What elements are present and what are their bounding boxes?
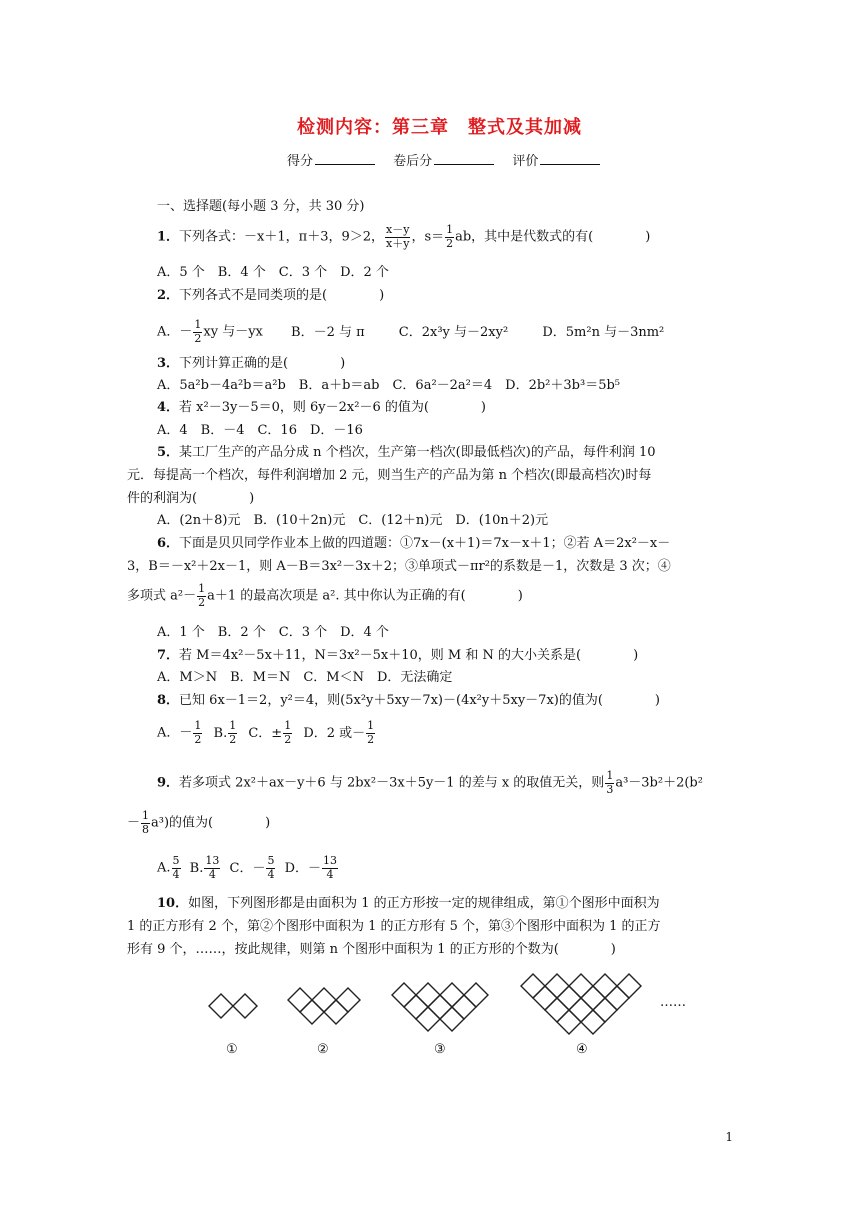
fraction: $\frac{1}{2}$ xyxy=(446,223,454,250)
question-6-options: A．1 个 B．2 个 C．3 个 D．4 个 xyxy=(157,625,389,640)
question-9-line-1: 9．若多项式 2x²＋ax－y＋6 与 2bx²－3x＋5y－1 的差与 x 的取值无关，则 $\frac{1}{3}$ a³－3b²＋2(b² xyxy=(157,769,703,796)
fraction: $\frac{1}{3}$ xyxy=(606,769,614,796)
fraction: $\frac{5}{4}$ xyxy=(267,854,275,881)
question-9-line-2: － $\frac{1}{8}$ a³)的值为( ) xyxy=(127,809,271,836)
question-5-line-2: 元．每提高一个档次，每件利润增加 2 元，则当生产的产品为第 n 个档次(即最高档次)时每 xyxy=(127,468,652,483)
question-number: 1． xyxy=(157,229,180,245)
fraction: $\frac{1}{2}$ xyxy=(194,318,202,345)
question-2-options: A．－ $\frac{1}{2}$ xy 与－yx B．－2 与 π C．2x³y 与－2xy² D．5m²n 与－3nm² xyxy=(157,318,665,345)
score-label: 得分 xyxy=(287,154,314,169)
figure-2 xyxy=(288,988,360,1024)
question-6-line-2: 3，B＝－x²＋2x－1，则 A－B＝3x²－3x＋2；③单项式－πr²的系数是－1，次数是 3 次；④ xyxy=(127,559,671,574)
fraction: $\frac{x-y}{x+y}$ xyxy=(386,223,410,250)
section-heading: 一、选择题(每小题 3 分，共 30 分) xyxy=(157,199,365,214)
question-8-options: A．－ $\frac{1}{2}$ B. $\frac{1}{2}$ C．± $\frac{1}{2}$ D．2 或－ $\frac{1}{2}$ xyxy=(157,719,375,746)
figure-4 xyxy=(521,974,641,1034)
question-2: 2．下列各式不是同类项的是( ) xyxy=(157,288,385,303)
question-5-options: A．(2n＋8)元 B．(10＋2n)元 C．(12＋n)元 D．(10n＋2)元 xyxy=(157,513,549,528)
fraction: $\frac{1}{2}$ xyxy=(284,719,292,746)
figure-ellipsis: …… xyxy=(660,995,686,1010)
question-10-line-1: 10．如图，下列图形都是由面积为 1 的正方形按一定的规律组成，第①个图形中面积为 xyxy=(157,896,660,911)
evaluation-label: 评价 xyxy=(512,154,539,169)
page-number: 1 xyxy=(725,1130,733,1144)
question-9-options: A. $\frac{5}{4}$ B. $\frac{13}{4}$ C．－ $\frac{5}{4}$ D．－ $\frac{13}{4}$ xyxy=(157,854,338,881)
page-title: 检测内容：第三章 整式及其加减 xyxy=(297,117,582,138)
figure-label-1: ① xyxy=(226,1042,238,1057)
fraction: $\frac{1}{2}$ xyxy=(198,582,206,609)
question-1: 1．下列各式：－x＋1，π＋3，9＞2， $\frac{x-y}{x+y}$ ，s＝ $\frac{1}{2}$ ab，其中是代数式的有( ) xyxy=(157,223,651,250)
question-4-options: A．4 B．－4 C．16 D．－16 xyxy=(157,423,363,438)
question-5-line-1: 5．某工厂生产的产品分成 n 个档次，生产第一档次(即最低档次)的产品，每件利润 10 xyxy=(157,445,656,460)
question-10-line-2: 1 的正方形有 2 个，第②个图形中面积为 1 的正方形有 5 个，第③个图形中面积为 1 的正方 xyxy=(127,919,661,934)
fraction: $\frac{1}{2}$ xyxy=(229,719,237,746)
question-10-line-3: 形有 9 个，……，按此规律，则第 n 个图形中面积为 1 的正方形的个数为( ) xyxy=(127,942,616,957)
question-6-line-1: 6．下面是贝贝同学作业本上做的四道题：①7x－(x＋1)＝7x－x＋1；②若 A＝2x²－x－ xyxy=(157,536,671,551)
question-1-options: A．5 个 B．4 个 C．3 个 D．2 个 xyxy=(157,265,389,280)
question-3: 3．下列计算正确的是( ) xyxy=(157,356,346,371)
question-8: 8．已知 6x－1＝2，y²＝4，则(5x²y＋5xy－7x)－(4x²y＋5xy－7x)的值为( ) xyxy=(157,693,660,708)
figure-1 xyxy=(209,994,257,1018)
question-3-options: A．5a²b－4a²b＝a²b B．a＋b＝ab C．6a²－2a²＝4 D．2b²＋3b³＝5b⁵ xyxy=(157,378,620,393)
figure-label-2: ② xyxy=(317,1042,329,1057)
question-7: 7．若 M＝4x²－5x＋11，N＝3x²－5x＋10，则 M 和 N 的大小关系是( ) xyxy=(157,648,639,663)
question-7-options: A．M＞N B．M＝N C．M＜N D．无法确定 xyxy=(157,670,453,685)
fraction: $\frac{1}{8}$ xyxy=(142,809,150,836)
question-5-line-3: 件的利润为( ) xyxy=(127,491,255,506)
final-score-label: 卷后分 xyxy=(393,154,433,169)
fraction: $\frac{1}{2}$ xyxy=(194,719,202,746)
fraction: $\frac{13}{4}$ xyxy=(323,854,338,881)
question-6-line-3: 多项式 a²－ $\frac{1}{2}$ a＋1 的最高次项是 a². 其中你认为正确的有( ) xyxy=(127,582,523,609)
fraction: $\frac{13}{4}$ xyxy=(205,854,220,881)
fraction: $\frac{5}{4}$ xyxy=(172,854,180,881)
fraction: $\frac{1}{2}$ xyxy=(367,719,375,746)
figure-label-4: ④ xyxy=(576,1042,588,1057)
figure-3 xyxy=(392,983,488,1031)
question-4: 4．若 x²－3y－5＝0，则 6y－2x²－6 的值为( ) xyxy=(157,400,486,415)
figure-label-3: ③ xyxy=(434,1042,446,1057)
